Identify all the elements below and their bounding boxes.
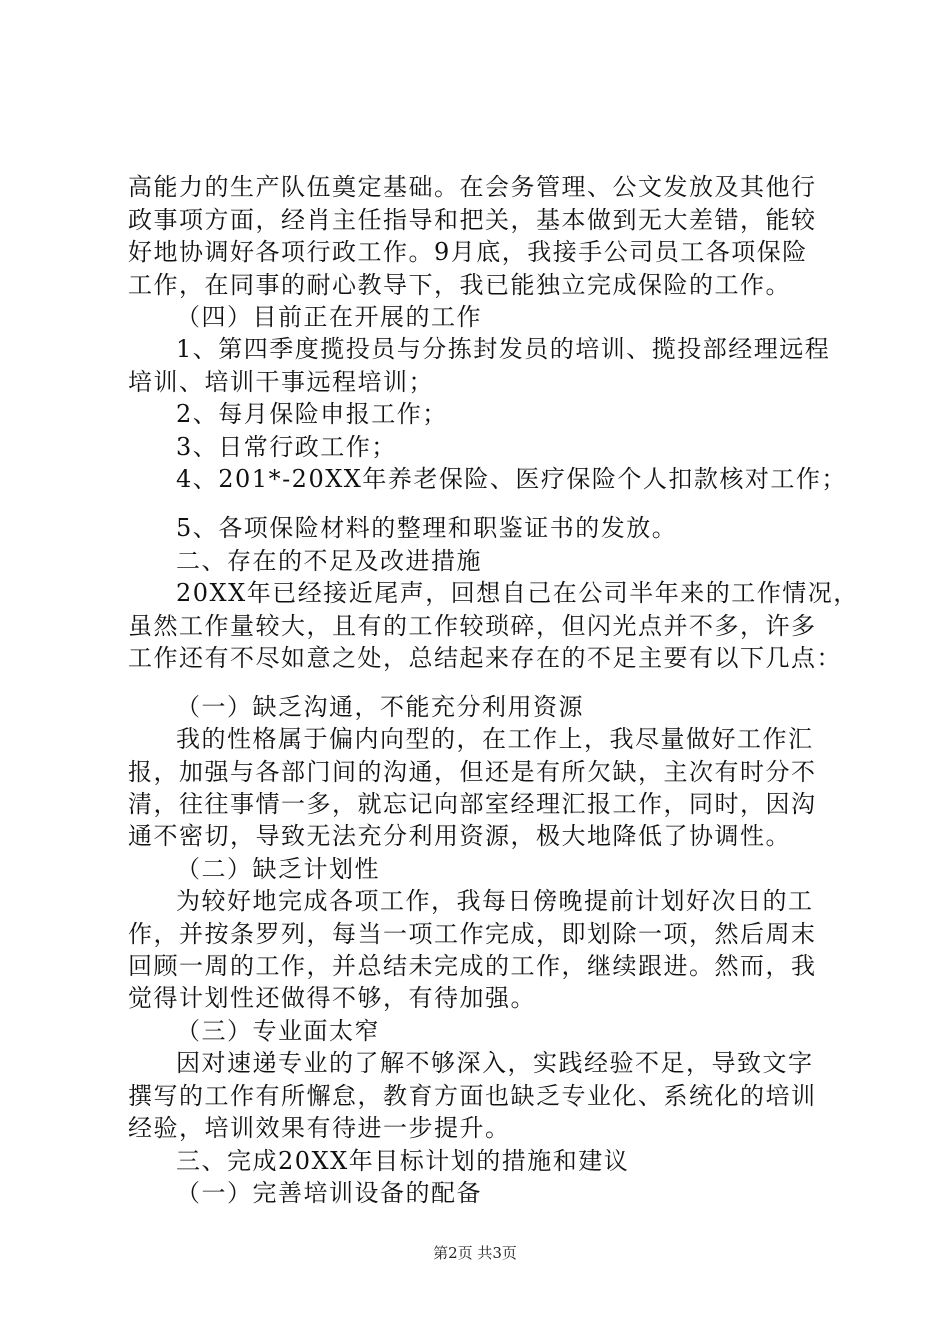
list-item: 2、每月保险申报工作；	[176, 400, 448, 428]
paragraph-line: 因对速递专业的了解不够深入，实践经验不足，导致文字	[176, 1049, 814, 1077]
section-heading: 三、完成20XX年目标计划的措施和建议	[176, 1147, 630, 1175]
paragraph-line: 20XX年已经接近尾声，回想自己在公司半年来的工作情况，	[176, 579, 859, 607]
list-item: 5、各项保险材料的整理和职鉴证书的发放。	[176, 514, 678, 542]
section-heading: （三）专业面太窄	[176, 1017, 380, 1045]
paragraph-line: 培训、培训干事远程培训；	[128, 368, 434, 396]
section-heading: 二、存在的不足及改进措施	[176, 547, 482, 575]
paragraph-line: 回顾一周的工作，并总结未完成的工作，继续跟进。然而，我	[128, 952, 817, 980]
paragraph-line: 觉得计划性还做得不够，有待加强。	[128, 984, 536, 1012]
page-number-footer: 第2页 共3页	[433, 1244, 517, 1262]
section-heading: （二）缺乏计划性	[176, 855, 380, 883]
paragraph-line: 工作，在同事的耐心教导下，我已能独立完成保险的工作。	[128, 271, 791, 299]
paragraph-line: 经验，培训效果有待进一步提升。	[128, 1114, 511, 1142]
section-heading: （四）目前正在开展的工作	[176, 303, 482, 331]
paragraph-line: 通不密切，导致无法充分利用资源，极大地降低了协调性。	[128, 822, 791, 850]
paragraph-line: 撰写的工作有所懈怠，教育方面也缺乏专业化、系统化的培训	[128, 1082, 817, 1110]
list-item: 3、日常行政工作；	[176, 433, 397, 461]
paragraph-line: 清，往往事情一多，就忘记向部室经理汇报工作，同时，因沟	[128, 790, 817, 818]
paragraph-line: 报，加强与各部门间的沟通，但还是有所欠缺，主次有时分不	[128, 758, 817, 786]
paragraph-line: 为较好地完成各项工作，我每日傍晚提前计划好次日的工	[176, 887, 814, 915]
paragraph-line: 政事项方面，经肖主任指导和把关，基本做到无大差错，能较	[128, 206, 817, 234]
list-item: 4、201*-20XX年养老保险、医疗保险个人扣款核对工作；	[176, 465, 847, 493]
paragraph-line: 好地协调好各项行政工作。9月底，我接手公司员工各项保险	[128, 238, 808, 266]
paragraph-line: 我的性格属于偏内向型的，在工作上，我尽量做好工作汇	[176, 725, 814, 753]
section-heading: （一）完善培训设备的配备	[176, 1179, 482, 1207]
paragraph-line: 高能力的生产队伍奠定基础。在会务管理、公文发放及其他行	[128, 173, 817, 201]
paragraph-line: 工作还有不尽如意之处，总结起来存在的不足主要有以下几点：	[128, 644, 842, 672]
paragraph-line: 虽然工作量较大，且有的工作较琐碎，但闪光点并不多，许多	[128, 612, 817, 640]
section-heading: （一）缺乏沟通，不能充分利用资源	[176, 693, 584, 721]
paragraph-line: 作，并按条罗列，每当一项工作完成，即划除一项，然后周末	[128, 920, 817, 948]
list-item: 1、第四季度揽投员与分拣封发员的培训、揽投部经理远程	[176, 335, 831, 363]
